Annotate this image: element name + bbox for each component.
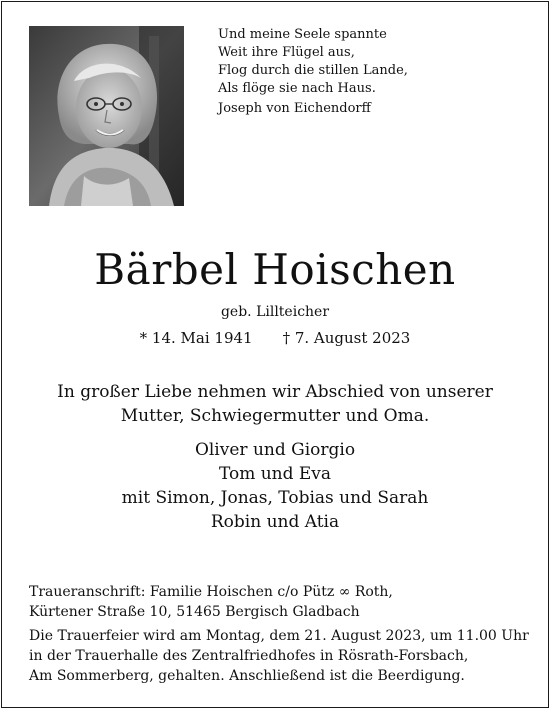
funeral-line: Die Trauerfeier wird am Montag, dem 21. August 2023, um 11.00 Uhr bbox=[29, 628, 529, 644]
funeral-info bbox=[29, 626, 529, 686]
address-line: Traueranschrift: Familie Hoischen c/o Pütz ∞ Roth, bbox=[29, 584, 393, 600]
poem-line: Flog durch die stillen Lande, bbox=[218, 63, 408, 78]
address-line: Kürtener Straße 10, 51465 Bergisch Gladbach bbox=[29, 604, 360, 620]
mourning-address bbox=[29, 582, 393, 622]
funeral-line: in der Trauerhalle des Zentralfriedhofes in Rösrath-Forsbach, bbox=[29, 648, 469, 664]
portrait-photo bbox=[29, 26, 184, 206]
obituary-notice bbox=[1, 1, 549, 708]
message-line: In großer Liebe nehmen wir Abschied von unserer bbox=[57, 382, 493, 402]
family-list bbox=[2, 438, 548, 534]
poem-line: Weit ihre Flügel aus, bbox=[218, 45, 355, 60]
family-line: Oliver und Giorgio bbox=[194, 440, 356, 460]
life-dates bbox=[2, 328, 548, 348]
message-line: Mutter, Schwiegermutter und Oma. bbox=[120, 406, 430, 426]
poem-author: Joseph von Eichendorff bbox=[218, 101, 371, 116]
farewell-message bbox=[2, 380, 548, 428]
poem-line: Und meine Seele spannte bbox=[218, 27, 387, 42]
deceased-name: Bärbel Hoischen bbox=[94, 245, 456, 294]
poem bbox=[218, 26, 408, 118]
family-line: Robin und Atia bbox=[210, 512, 340, 532]
funeral-line: Am Sommerberg, gehalten. Anschließend ist die Beerdigung. bbox=[29, 668, 465, 684]
poem-line: Als flöge sie nach Haus. bbox=[218, 81, 376, 96]
family-line: mit Simon, Jonas, Tobias und Sarah bbox=[121, 488, 429, 508]
family-line: Tom und Eva bbox=[218, 464, 332, 484]
birth-date: * 14. Mai 1941 bbox=[139, 329, 253, 347]
birth-name: geb. Lillteicher bbox=[220, 304, 330, 320]
death-date: † 7. August 2023 bbox=[282, 329, 411, 347]
